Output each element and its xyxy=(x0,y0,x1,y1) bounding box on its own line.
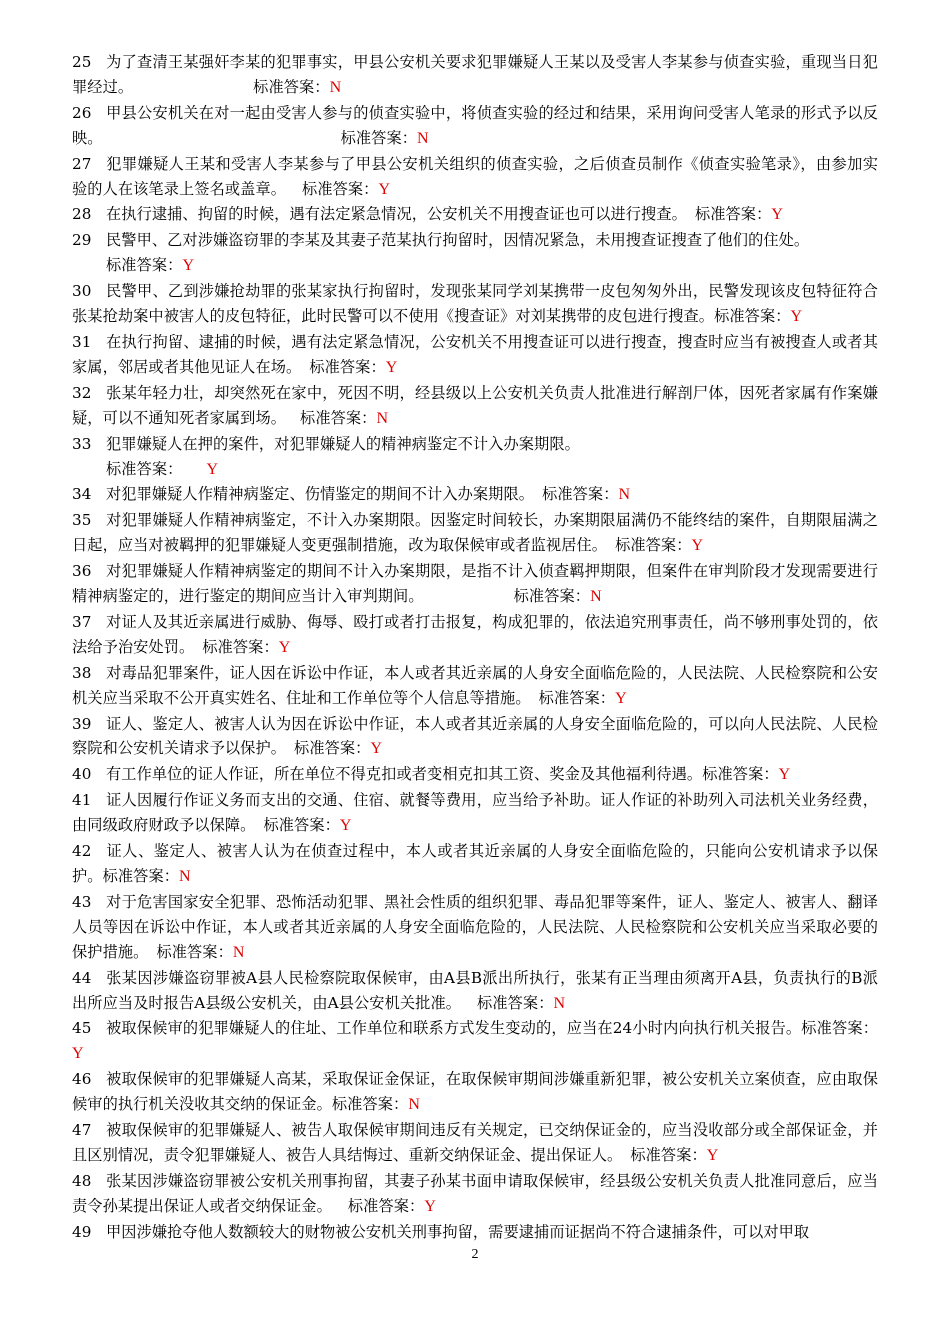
question-number: 48 xyxy=(72,1171,92,1190)
answer-label: 标准答案： xyxy=(694,205,772,224)
answer-label: 标准答案： xyxy=(102,867,180,885)
answer-value: N xyxy=(590,588,602,606)
question-number: 41 xyxy=(72,791,92,810)
answer-label: 标准答案： xyxy=(513,587,591,606)
question-text: 甲因涉嫌抢夺他人数额较大的财物被公安机关刑事拘留，需要逮捕而证据尚不符合逮捕条件，可以对甲取 xyxy=(106,1222,810,1241)
question-text: 证人因履行作证义务而支出的交通、住宿、就餐等费用，应当给予补助。证人作证的补助列入司法机关业务经费，由同级政府财政予以保障。 xyxy=(72,791,878,835)
question-46 xyxy=(72,1067,878,1118)
question-text: 有工作单位的证人作证，所在单位不得克扣或者变相克扣其工资、奖金及其他福利待遇。 xyxy=(106,765,703,784)
question-34 xyxy=(72,482,878,508)
question-text: 被取保候审的犯罪嫌疑人高某，采取保证金保证，在取保候审期间涉嫌重新犯罪，被公安机关立案侦查，应由取保候审的执行机关没收其交纳的保证金。 xyxy=(72,1070,878,1114)
question-33 xyxy=(72,432,878,483)
answer-value: Y xyxy=(706,1146,719,1164)
question-text: 张某因涉嫌盗窃罪被A县人民检察院取保候审，由A县B派出所执行，张某有正当理由须离开A县，负责执行的B派出所应当及时报告A县级公安机关，由A县公安机关批准。 xyxy=(72,968,878,1012)
answer-label: 标准答案： xyxy=(253,77,330,96)
question-29 xyxy=(72,228,878,279)
answer-value: N xyxy=(553,994,566,1012)
answer-value: Y xyxy=(771,206,784,224)
question-43 xyxy=(72,890,878,966)
answer-label: 标准答案： xyxy=(702,765,779,784)
question-number: 26 xyxy=(72,103,92,122)
question-number: 44 xyxy=(72,968,92,987)
answer-value: Y xyxy=(206,460,219,478)
question-text: 张某年轻力壮，却突然死在家中，死因不明，经县级以上公安机关负责人批准进行解剖尸体，因死者家属有作案嫌疑，可以不通知死者家属到场。 xyxy=(72,383,878,427)
question-number: 38 xyxy=(72,663,92,682)
question-number: 29 xyxy=(72,231,92,250)
question-text: 对毒品犯罪案件，证人因在诉讼中作证，本人或者其近亲属的人身安全面临危险的，人民法院、人民检察院和公安机关应当采取不公开真实姓名、住址和工作单位等个人信息等措施。 xyxy=(72,663,878,707)
question-number: 36 xyxy=(72,562,92,581)
answer-value: N xyxy=(329,78,342,96)
question-number: 28 xyxy=(72,205,92,224)
question-40 xyxy=(72,762,878,788)
answer-value: Y xyxy=(370,740,383,758)
answer-label: 标准答案： xyxy=(106,256,183,275)
question-text: 被取保候审的犯罪嫌疑人的住址、工作单位和联系方式发生变动的，应当在24小时内向执行机关报告。 xyxy=(106,1019,802,1038)
question-number: 39 xyxy=(72,714,92,733)
question-26 xyxy=(72,101,878,152)
answer-label: 标准答案： xyxy=(302,179,379,198)
question-41 xyxy=(72,788,878,839)
answer-label: 标准答案： xyxy=(801,1019,878,1038)
question-number: 37 xyxy=(72,612,92,631)
question-35 xyxy=(72,508,878,559)
answer-label: 标准答案： xyxy=(300,408,377,427)
question-text: 犯罪嫌疑人王某和受害人李某参与了甲县公安机关组织的侦查实验，之后侦查员制作《侦查实验笔录》，由参加实验的人在该笔录上签名或盖章。 xyxy=(72,154,878,198)
question-number: 34 xyxy=(72,485,92,504)
question-number: 30 xyxy=(72,282,92,301)
answer-label: 标准答案： xyxy=(542,485,619,504)
answer-value: Y xyxy=(278,638,291,656)
page-number: 2 xyxy=(471,1247,479,1262)
answer-label: 标准答案： xyxy=(106,459,183,478)
question-number: 49 xyxy=(72,1222,92,1241)
question-text: 民警甲、乙到涉嫌抢劫罪的张某家执行拘留时，发现张某同学刘某携带一皮包匆匆外出，民警发现该皮包特征符合张某抢劫案中被害人的皮包特征，此时民警可以不使用《搜查证》对刘某携带的皮包进行搜查。 xyxy=(72,282,878,326)
question-text: 在执行拘留、逮捕的时候，遇有法定紧急情况，公安机关不用搜查证可以进行搜查，搜查时应当有被搜查人或者其家属，邻居或者其他见证人在场。 xyxy=(72,332,878,376)
question-44 xyxy=(72,966,878,1017)
answer-value: Y xyxy=(691,537,704,555)
question-45 xyxy=(72,1016,878,1067)
answer-label: 标准答案： xyxy=(309,357,386,376)
question-number: 35 xyxy=(72,511,92,530)
question-text: 民警甲、乙对涉嫌盗窃罪的李某及其妻子范某执行拘留时，因情况紧急，未用搜查证搜查了他们的住处。 xyxy=(106,231,810,250)
answer-value: Y xyxy=(378,180,391,198)
question-text: 证人、鉴定人、被害人认为因在诉讼中作证，本人或者其近亲属的人身安全面临危险的，可以向人民法院、人民检察院和公安机关请求予以保护。 xyxy=(72,714,878,758)
answer-label: 标准答案： xyxy=(477,993,554,1012)
answer-value: N xyxy=(417,129,429,147)
question-number: 33 xyxy=(72,434,92,453)
question-text: 在执行逮捕、拘留的时候，遇有法定紧急情况，公安机关不用搜查证也可以进行搜查。 xyxy=(106,205,687,224)
question-39 xyxy=(72,712,878,763)
question-38 xyxy=(72,661,878,712)
question-36 xyxy=(72,559,878,610)
answer-label: 标准答案： xyxy=(340,128,418,147)
question-number: 46 xyxy=(72,1070,92,1089)
question-37 xyxy=(72,610,878,661)
question-28 xyxy=(72,202,878,228)
answer-value: Y xyxy=(424,1197,436,1215)
question-text: 为了查清王某强奸李某的犯罪事实，甲县公安机关要求犯罪嫌疑人王某以及受害人李某参与侦查实验，重现当日犯罪经过。 xyxy=(72,53,878,96)
question-text: 对犯罪嫌疑人作精神病鉴定、伤情鉴定的期间不计入办案期限。 xyxy=(106,485,535,504)
question-number: 31 xyxy=(72,332,92,351)
question-text: 对于危害国家安全犯罪、恐怖活动犯罪、黑社会性质的组织犯罪、毒品犯罪等案件，证人、鉴定人、被害人、翻译人员等因在诉讼中作证，本人或者其近亲属的人身安全面临危险的，人民法院、人民检察院和公安机关应当采取必要的保护措施。 xyxy=(72,892,878,961)
document-page xyxy=(72,50,878,1245)
answer-value: N xyxy=(179,868,191,885)
question-27 xyxy=(72,152,878,203)
question-text: 犯罪嫌疑人在押的案件，对犯罪嫌疑人的精神病鉴定不计入办案期限。 xyxy=(106,434,580,453)
question-text: 对犯罪嫌疑人作精神病鉴定，不计入办案期限。因鉴定时间较长，办案期限届满仍不能终结的案件，自期限届满之日起，应当对被羁押的犯罪嫌疑人变更强制措施，改为取保候审或者监视居住。 xyxy=(72,511,878,555)
answer-label: 标准答案： xyxy=(263,816,340,835)
question-number: 40 xyxy=(72,765,92,784)
answer-value: N xyxy=(618,486,631,504)
answer-label: 标准答案： xyxy=(156,942,233,961)
answer-value: Y xyxy=(778,766,791,784)
question-number: 45 xyxy=(72,1019,92,1038)
answer-value: Y xyxy=(339,817,352,835)
answer-value: Y xyxy=(615,689,627,707)
question-number: 32 xyxy=(72,383,92,402)
question-text: 对犯罪嫌疑人作精神病鉴定的期间不计入办案期限，是指不计入侦查羁押期限，但案件在审判阶段才发现需要进行精神病鉴定的，进行鉴定的期间应当计入审判期间。 xyxy=(72,562,878,606)
question-number: 42 xyxy=(72,842,92,861)
answer-value: N xyxy=(408,1096,420,1114)
answer-value: N xyxy=(232,943,245,961)
question-number: 47 xyxy=(72,1121,92,1140)
answer-value: Y xyxy=(72,1045,84,1063)
question-31 xyxy=(72,330,878,381)
question-text: 对证人及其近亲属进行威胁、侮辱、殴打或者打击报复，构成犯罪的，依法追究刑事责任，尚不够刑事处罚的，依法给予治安处罚。 xyxy=(72,612,878,656)
answer-label: 标准答案： xyxy=(202,637,279,656)
answer-label: 标准答案： xyxy=(714,307,791,326)
answer-label: 标准答案： xyxy=(331,1095,409,1114)
question-30 xyxy=(72,279,878,330)
question-49 xyxy=(72,1220,878,1245)
question-text: 证人、鉴定人、被害人认为在侦查过程中，本人或者其近亲属的人身安全面临危险的，只能向公安机请求予以保护。 xyxy=(72,842,878,885)
question-text: 张某因涉嫌盗窃罪被公安机关刑事拘留，其妻子孙某书面申请取保候审，经县级公安机关负责人批准同意后，应当责令孙某提出保证人或者交纳保证金。 xyxy=(72,1171,878,1215)
answer-label: 标准答案： xyxy=(538,688,616,707)
question-number: 43 xyxy=(72,892,92,911)
question-25 xyxy=(72,50,878,101)
question-text: 甲县公安机关在对一起由受害人参与的侦查实验中，将侦查实验的经过和结果，采用询问受害人笔录的形式予以反映。 xyxy=(72,103,878,147)
answer-value: Y xyxy=(790,308,803,326)
question-text: 被取保候审的犯罪嫌疑人、被告人取保候审期间违反有关规定，已交纳保证金的，应当没收部分或全部保证金，并且区别情况，责令犯罪嫌疑人、被告人具结悔过、重新交纳保证金、提出保证人。 xyxy=(72,1121,878,1164)
question-42 xyxy=(72,839,878,890)
answer-label: 标准答案： xyxy=(294,739,371,758)
question-32 xyxy=(72,381,878,432)
answer-value: Y xyxy=(182,257,195,275)
answer-label: 标准答案： xyxy=(615,536,692,555)
answer-value: Y xyxy=(385,358,398,376)
question-number: 25 xyxy=(72,53,92,71)
question-47 xyxy=(72,1118,878,1169)
answer-value: N xyxy=(376,409,389,427)
question-48 xyxy=(72,1169,878,1220)
answer-label: 标准答案： xyxy=(347,1196,425,1215)
answer-label: 标准答案： xyxy=(630,1145,707,1164)
question-number: 27 xyxy=(72,154,92,173)
